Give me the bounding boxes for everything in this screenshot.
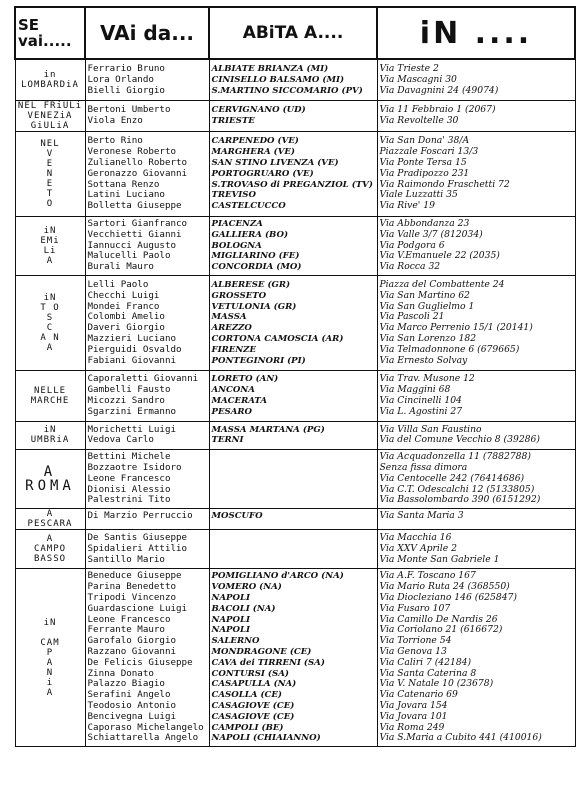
directory-body <box>15 59 575 747</box>
names-line: Palazzo Biagio <box>87 678 165 690</box>
region-label: NEL V E N E T O <box>15 132 85 217</box>
addresses-line: Via San Dona' 38/A <box>379 135 470 147</box>
addresses-line: Via Podgora 6 <box>379 239 445 251</box>
names-line: Lora Orlando <box>87 73 154 85</box>
addresses-line: Via S.Maria a Cubito 441 (410016) <box>379 732 542 744</box>
region-label: A PESCARA <box>15 509 85 530</box>
names-line: Lelli Paolo <box>87 278 149 290</box>
addresses-line: Via Revoltelle 30 <box>379 115 459 127</box>
addresses-cell <box>377 216 575 275</box>
names-line: Ferrario Bruno <box>87 63 165 74</box>
region-section <box>15 216 575 275</box>
names-line: Palestrini Tito <box>87 494 171 506</box>
addresses-line: Via Camillo De Nardis 26 <box>379 613 498 625</box>
addresses-line: Via San Lorenzo 182 <box>379 332 477 344</box>
names-line: Micozzi Sandro <box>87 394 165 406</box>
names-line: Morichetti Luigi <box>87 423 177 435</box>
region-label: A CAMPO BASSO <box>15 530 85 569</box>
addresses-line: Via V. Natale 10 (23678) <box>379 678 494 690</box>
cities-line: CINISELLO BALSAMO (MI) <box>211 74 345 85</box>
cities-line: CORTONA CAMOSCIA (AR) <box>211 333 344 344</box>
region-label: NELLE MARCHE <box>15 371 85 421</box>
header-se-vai: SE vai..... <box>15 7 85 59</box>
addresses-line: Via A.F. Toscano 167 <box>379 570 476 582</box>
cities-line: PORTOGRUARO (VE) <box>211 168 314 179</box>
names-line: Sgarzini Ermanno <box>87 405 177 417</box>
cities-line: MIGLIARINO (FE) <box>211 251 300 262</box>
cities-line: VOMERO (NA) <box>211 582 282 593</box>
cities-cell <box>209 132 377 217</box>
addresses-line: Senza fissa dimora <box>379 461 468 473</box>
cities-line: CAMPOLI (BE) <box>211 722 284 733</box>
names-cell <box>85 59 209 101</box>
cities-line: NAPOLI <box>211 593 251 604</box>
cities-line: CAVA dei TIRRENI (SA) <box>211 657 325 668</box>
cities-cell <box>209 371 377 421</box>
cities-line: NAPOLI (CHIAIANNO) <box>211 733 321 744</box>
cities-cell <box>209 450 377 509</box>
addresses-cell <box>377 371 575 421</box>
cities-line: TERNI <box>211 435 244 446</box>
addresses-line: Via Jovara 101 <box>379 710 448 722</box>
names-line: De Felicis Giuseppe <box>87 656 193 668</box>
cities-line: LORETO (AN) <box>211 374 279 385</box>
cities-line: NAPOLI <box>211 614 251 625</box>
cities-line: NAPOLI <box>211 625 251 636</box>
region-section <box>15 275 575 370</box>
names-cell <box>85 371 209 421</box>
addresses-line: Via 11 Febbraio 1 (2067) <box>379 104 496 116</box>
addresses-line: Via Cincinelli 104 <box>379 394 462 406</box>
addresses-line: Via Trav. Musone 12 <box>379 373 475 385</box>
names-line: Colombi Amelio <box>87 311 165 323</box>
addresses-line: Viale Luzzatti 35 <box>379 189 458 201</box>
region-label: iN CAM P A N i A <box>15 569 85 747</box>
cities-line: BOLOGNA <box>211 240 262 251</box>
cities-line: MASSA MARTANA (PG) <box>211 424 325 435</box>
cities-line: PONTEGINORI (PI) <box>211 355 306 366</box>
names-line: Dionisi Alessio <box>87 483 171 495</box>
names-line: Caporaso Michelangelo <box>87 721 204 733</box>
addresses-line: Via Jovara 154 <box>379 700 448 712</box>
addresses-line: Via Mascagni 30 <box>379 73 457 85</box>
names-cell <box>85 509 209 530</box>
directory-table <box>14 6 576 747</box>
addresses-line: Piazzale Foscari 13/3 <box>379 146 479 158</box>
cities-line: CASTELCUCCO <box>211 201 286 212</box>
region-label: NEL FRiULi VENEZiA GiULiA <box>15 101 85 132</box>
names-line: Leone Francesco <box>87 613 171 625</box>
names-line: Berto Rino <box>87 135 143 147</box>
cities-line: TREVISO <box>211 190 256 201</box>
addresses-line: Via Monte San Gabriele 1 <box>379 553 500 565</box>
addresses-line: Via Maggini 68 <box>379 384 451 396</box>
names-cell <box>85 216 209 275</box>
cities-line: CASAGIOVE (CE) <box>211 711 295 722</box>
directory-sheet <box>14 6 574 796</box>
names-line: Pierguidi Osvaldo <box>87 343 182 355</box>
addresses-line: Via Santa Maria 3 <box>379 510 464 522</box>
addresses-cell <box>377 275 575 370</box>
region-section <box>15 569 575 747</box>
header-abita: ABiTA A.... <box>209 7 377 59</box>
cities-line: MARGHERA (VE) <box>211 147 295 158</box>
cities-line: S.TROVASO di PREGANZIOL (TV) <box>211 179 373 190</box>
cities-line: SALERNO <box>211 636 260 647</box>
region-section <box>15 371 575 421</box>
addresses-line: Via Pradipozzo 231 <box>379 167 470 179</box>
names-line: Beneduce Giuseppe <box>87 570 182 582</box>
names-line: Garofalo Giorgio <box>87 635 177 647</box>
region-section <box>15 450 575 509</box>
cities-line: CONCORDIA (MO) <box>211 262 302 273</box>
addresses-cell <box>377 530 575 569</box>
names-line: Iannucci Augusto <box>87 239 177 251</box>
cities-cell <box>209 216 377 275</box>
addresses-line: Via Genova 13 <box>379 646 447 658</box>
cities-line: GALLIERA (BO) <box>211 229 289 240</box>
addresses-line: Via Santa Caterina 8 <box>379 667 477 679</box>
addresses-line: Via Torrione 54 <box>379 635 452 647</box>
names-cell <box>85 530 209 569</box>
cities-line: PESARO <box>211 406 253 417</box>
cities-line: ALBERESE (GR) <box>211 279 291 290</box>
names-line: Bencivegna Luigi <box>87 710 177 722</box>
names-cell <box>85 421 209 450</box>
addresses-cell <box>377 101 575 132</box>
cities-cell <box>209 569 377 747</box>
names-cell <box>85 132 209 217</box>
names-line: Ferrante Mauro <box>87 624 165 636</box>
cities-line: VETULONIA (GR) <box>211 301 297 312</box>
cities-line: MONDRAGONE (CE) <box>211 647 312 658</box>
names-line: Schiattarella Angelo <box>87 732 199 744</box>
addresses-line: Via Rocca 32 <box>379 261 441 273</box>
names-line: Di Marzio Perruccio <box>87 510 193 522</box>
names-line: Malucelli Paolo <box>87 250 171 262</box>
names-line: Santillo Mario <box>87 553 165 565</box>
region-label: iN UMBRiA <box>15 421 85 450</box>
cities-line: S.MARTINO SICCOMARIO (PV) <box>211 85 363 96</box>
cities-line: PIACENZA <box>211 218 263 229</box>
addresses-line: Via Mario Ruta 24 (368550) <box>379 581 510 593</box>
names-line: Vedova Carlo <box>87 434 154 446</box>
cities-line: MACERATA <box>211 395 268 406</box>
names-line: Parina Benedetto <box>87 581 177 593</box>
names-line: Bolletta Giuseppe <box>87 200 182 212</box>
addresses-line: Via Raimondo Fraschetti 72 <box>379 178 510 190</box>
cities-line: FIRENZE <box>211 344 256 355</box>
addresses-line: Via L. Agostini 27 <box>379 405 463 417</box>
names-line: Zulianello Roberto <box>87 156 188 168</box>
addresses-cell <box>377 569 575 747</box>
addresses-cell <box>377 509 575 530</box>
names-line: Veronese Roberto <box>87 146 177 158</box>
cities-line: CASAGIOVE (CE) <box>211 701 295 712</box>
region-label: in LOMBARDiA <box>15 59 85 101</box>
header-in: iN .... <box>377 7 575 59</box>
cities-line: TRIESTE <box>211 116 255 127</box>
names-line: Mondei Franco <box>87 300 160 312</box>
addresses-line: Via Bassolombardo 390 (6151292) <box>379 494 541 506</box>
names-line: Bertoni Umberto <box>87 104 171 116</box>
cities-line: CARPENEDO (VE) <box>211 136 299 147</box>
names-line: Bielli Giorgio <box>87 84 165 96</box>
names-line: Spidalieri Attilio <box>87 542 188 554</box>
addresses-cell <box>377 59 575 101</box>
cities-line: CONTURSI (SA) <box>211 668 289 679</box>
cities-line: POMIGLIANO d'ARCO (NA) <box>211 571 344 582</box>
names-line: Viola Enzo <box>87 115 143 127</box>
region-section <box>15 59 575 101</box>
names-cell <box>85 450 209 509</box>
addresses-line: Piazza del Combattente 24 <box>379 278 505 290</box>
names-line: Latini Luciano <box>87 189 165 201</box>
names-line: Serafini Angelo <box>87 689 171 701</box>
addresses-line: Via C.T. Odescalchi 12 (5133805) <box>379 483 535 495</box>
names-line: Zinna Donato <box>87 667 154 679</box>
names-line: Gambelli Fausto <box>87 384 171 396</box>
cities-line: AREZZO <box>211 323 252 334</box>
names-line: Bettini Michele <box>87 451 171 463</box>
addresses-line: Via Roma 249 <box>379 721 445 733</box>
names-line: Fabiani Giovanni <box>87 354 177 366</box>
cities-line: ANCONA <box>211 385 255 396</box>
names-line: Bozzaotre Isidoro <box>87 461 182 473</box>
names-line: Guardascione Luigi <box>87 602 188 614</box>
addresses-line: Via Trieste 2 <box>379 63 439 74</box>
addresses-line: Via San Martino 62 <box>379 289 470 301</box>
cities-line: ALBIATE BRIANZA (MI) <box>211 64 329 74</box>
names-line: Mazzieri Luciano <box>87 332 177 344</box>
cities-cell <box>209 59 377 101</box>
cities-line: CERVIGNANO (UD) <box>211 105 306 116</box>
names-line: Burali Mauro <box>87 261 154 273</box>
names-line: Caporaletti Giovanni <box>87 373 199 385</box>
addresses-line: Via Valle 3/7 (812034) <box>379 228 483 240</box>
names-cell <box>85 101 209 132</box>
names-cell <box>85 569 209 747</box>
cities-line: MOSCUFO <box>211 511 263 522</box>
addresses-line: Via Acquadonzella 11 (7882788) <box>379 451 531 463</box>
names-line: Leone Francesco <box>87 472 171 484</box>
region-section <box>15 530 575 569</box>
addresses-line: Via Caliri 7 (42184) <box>379 656 472 668</box>
header-row <box>15 7 575 59</box>
cities-line: SAN STINO LIVENZA (VE) <box>211 157 339 168</box>
region-section <box>15 421 575 450</box>
addresses-line: Via Catenario 69 <box>379 689 458 701</box>
region-label: iN T O S C A N A <box>15 275 85 370</box>
addresses-line: Via del Comune Vecchio 8 (39286) <box>379 434 540 446</box>
addresses-cell <box>377 132 575 217</box>
cities-cell <box>209 275 377 370</box>
addresses-line: Via Telmadonnone 6 (679665) <box>379 343 520 355</box>
addresses-line: Via Rive' 19 <box>379 200 435 212</box>
addresses-line: Via San Guglielmo 1 <box>379 300 475 312</box>
addresses-cell <box>377 450 575 509</box>
cities-cell <box>209 101 377 132</box>
addresses-line: Via Centocelle 242 (76414686) <box>379 472 525 484</box>
addresses-line: Via Ponte Tersa 15 <box>379 156 467 168</box>
addresses-line: Via Fusaro 107 <box>379 602 451 614</box>
addresses-line: Via Ernesto Solvay <box>379 354 468 366</box>
cities-cell <box>209 530 377 569</box>
names-line: De Santis Giuseppe <box>87 532 188 544</box>
cities-line: MASSA <box>211 312 247 323</box>
region-label: iN EMi Li A <box>15 216 85 275</box>
region-label: A ROMA <box>15 450 85 509</box>
region-section <box>15 132 575 217</box>
addresses-line: Via Marco Perrenio 15/1 (20141) <box>379 322 533 334</box>
cities-cell <box>209 509 377 530</box>
addresses-line: Via Pascoli 21 <box>379 311 445 323</box>
names-line: Sottana Renzo <box>87 178 160 190</box>
addresses-line: Via Coriolano 21 (616672) <box>379 624 503 636</box>
addresses-line: Via Villa San Faustino <box>379 423 482 435</box>
region-section <box>15 509 575 530</box>
names-line: Teodosio Antonio <box>87 700 177 712</box>
names-cell <box>85 275 209 370</box>
names-line: Checchi Luigi <box>87 289 160 301</box>
region-section <box>15 101 575 132</box>
names-line: Razzano Giovanni <box>87 646 177 658</box>
addresses-line: Via V.Emanuele 22 (2035) <box>379 250 500 262</box>
names-line: Geronazzo Giovanni <box>87 167 188 179</box>
cities-cell <box>209 421 377 450</box>
header-vai-da: VAi da... <box>85 7 209 59</box>
cities-line: CASOLLA (CE) <box>211 690 282 701</box>
names-line: Vecchietti Gianni <box>87 228 182 240</box>
cities-line: CASAPULLA (NA) <box>211 679 297 690</box>
addresses-line: Via Macchia 16 <box>379 532 452 544</box>
addresses-line: Via Diocleziano 146 (625847) <box>379 592 517 604</box>
cities-line: GROSSETO <box>211 290 267 301</box>
addresses-cell <box>377 421 575 450</box>
names-line: Tripodi Vincenzo <box>87 592 177 604</box>
addresses-line: Via XXV Aprile 2 <box>379 542 457 554</box>
addresses-line: Via Abbondanza 23 <box>379 217 470 229</box>
names-line: Daveri Giorgio <box>87 322 165 334</box>
names-line: Sartori Gianfranco <box>87 217 188 229</box>
cities-line: BACOLI (NA) <box>211 603 276 614</box>
addresses-line: Via Davagnini 24 (49074) <box>379 84 499 96</box>
